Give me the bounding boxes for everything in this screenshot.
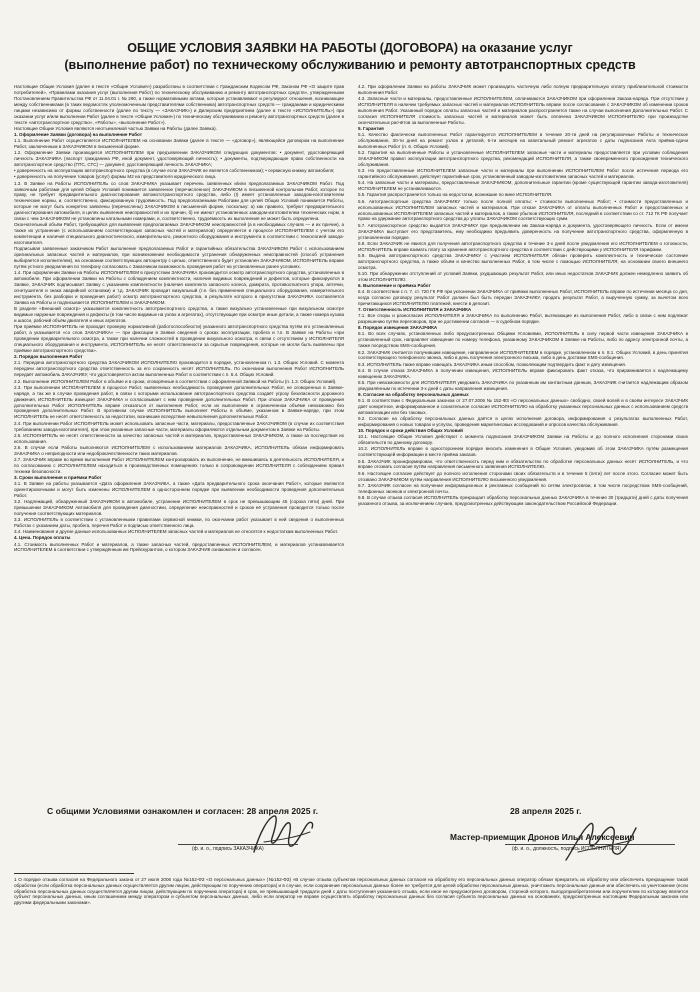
paragraph: 8.5. При невозможности для ИСПОЛНИТЕЛЯ уведомить ЗАКАЗЧИКА по указанным им контактным данным, ЗАКАЗЧИК считается надлежащим образом уведомлённым по истечении 3-х дней с даты направления извещения. (358, 379, 688, 391)
paragraph: 10.1. Настоящие Общие Условия действуют с момента подписания ЗАКАЗЧИКОМ Заявки на Работы и до полного исполнения сторонами своих обязательств по данному договору. (358, 434, 688, 446)
paragraph: 5.7. Автотранспортное средство выдаётся ЗАКАЗЧИКУ при предъявлении им Заказа-наряда и документа, удостоверяющего личность. Если от имени ЗАКАЗЧИКА выступает его представитель, ему необходимо предъявить доверенность на получение автотранспортного средства, оформленную в установленном порядке. (358, 222, 688, 240)
paragraph: 5.6. Автотранспортные средства ЗАКАЗЧИКУ только после полной оплаты: • стоимости выполненных Работ; • стоимости предоставленных и использованных ИСПОЛНИТЕЛЕМ запасных частей и материалов. При отказе ЗАКАЗЧИКА от оплаты выполненных Работ и предоставленных и использованных ИСПОЛНИТЕЛЕМ запасных частей и материалов, а также убытков ИСПОЛНИТЕЛЯ, последний в соответствии со ст. 712 ГК РФ получает право на удержание автотранспортного средства до уплаты ЗАКАЗЧИКОМ соответствующих сумм. (358, 198, 688, 222)
section-heading: 1. Оформление Заявки (договора) на выполнение Работ (14, 132, 142, 137)
paragraph: 8.3. ИСПОЛНИТЕЛЬ также вправе извещать ЗАКАЗЧИКА иным способом, позволяющим подтвердить факт и дату извещения. (358, 361, 627, 367)
paragraph: 2.4. При выполнении Работ ИСПОЛНИТЕЛЬ может использовать запасные части, материалы, предоставленные ЗАКАЗЧИКОМ (в случае их соответствия требованиям завода-изготовителя), при этом указанные запасные части, материалы оформляются отдельным документом в Заявке на Работы. (14, 420, 344, 432)
paragraph: 5.4. На запасные части и материалы, предоставленные ЗАКАЗЧИКОМ, дополнительные гарантии (кроме существующей гарантии завода-изготовителя) ИСПОЛНИТЕЛЕМ не устанавливаются. (358, 180, 688, 192)
paragraph: 1.1. Выполнение Работ осуществляется ИСПОЛНИТЕЛЕМ на основании Заявки (далее в тексте — «договор»), являющейся договором на выполнение Работ, заключенным в ЗАКАЗЧИКОМ в письменной форме. (14, 138, 344, 150)
paragraph: 3.3. ИСПОЛНИТЕЛЬ в соответствии с установленными правилами сервисной книжки, по окончании работ указывает в ней сведения о выполненных Работах с указанием даты, пробега, перечня Работ и подписью ответственного лица. (14, 517, 344, 529)
footnote-divider (14, 873, 134, 874)
section-heading: 2. Порядок выполнения Работ (14, 354, 83, 360)
section-heading: 5. Гарантия (358, 126, 384, 132)
section-heading: 10. Порядок и сроки действия Общих Условий (358, 428, 463, 434)
customer-signature-caption: (ф. и. о., подпись ЗАКАЗЧИКА) (192, 846, 264, 852)
paragraph: 5.1. Качество фактически выполненных Работ гарантируется ИСПОЛНИТЕЛЕМ в течение 20-ти дней на регулировочные Работы и техническое обслуживание, 30-ти дней на ремонт узлов и деталей, 6-ти месяцев на капитальный ремонт агрегатов с даты подписания Акта приёма-сдачи выполненных Работ (п. 6. Общих Условий). (358, 132, 688, 150)
paragraph: 5.2. Гарантия на выполненные Работы и установленные ИСПОЛНИТЕЛЕМ запасные части и материалы предоставляется при условии соблюдения ЗАКАЗЧИКОМ правил эксплуатации автотранспортного средства, рекомендаций ИСПОЛНИТЕЛЯ, а также своевременного прохождения технического обслуживания. (358, 150, 688, 168)
section-heading: 7. Ответственность ИСПОЛНИТЕЛЯ и ЗАКАЗЧИКА (358, 307, 472, 313)
paragraph: 5.3. На предоставленные ИСПОЛНИТЕЛЕМ запасные части и материалы при выполнении ИСПОЛНИТЕЛЕМ Работ после истечения периода его гарантийного обслуживания, действует гарантийные срок, установленный заводом-изготовителем запасных частей и материалов. (358, 168, 688, 180)
title-line-2: (выполнение работ) по техническому обслуживанию и ремонту автотранспортных средств (64, 58, 636, 72)
paragraph: 3.1. В Заявке на работы указывается «Дата оформления ЗАКАЗЧИКА, а также «Дата предварительного срока окончания Работ», которые являются ориентировочными и могут быть изменены ИСПОЛНИТЕЛЕМ в одностороннем порядке при выявлении необходимости проведения дополнительных Работ. (14, 481, 344, 498)
paragraph: Настоящие Общие Условия (далее в тексте «Общие Условия») разработаны в соответствии с Гражданским Кодексом РФ, Законом РФ «О защите прав потребителей», «Правилами оказания услуг (выполнения Работ) по техническому обслуживанию и ремонту автотранспортных средств», утвержденными Постановлением Правительства РФ от 11.04.01 г. № 290, а также нормативными актами, которые устанавливают и регулируют отношения, возникающие между собственниками (в таких ведомостях уполномоченным представителями собственника) автотранспортных средств — гражданами и юридическими лицами независимо от формы собственности (далее по тексту — «ЗАКАЗЧИК») и Дилерским предприятием (далее в тексте «ИСПОЛНИТЕЛЬ») при оказании услуг и/или выполнении Работ (далее в тексте «Общие Условия») по техническому обслуживанию и ремонту автотранспортных средств (далее в тексте «автотранспортное средство», «Работы», «выполнение Работ»). (14, 84, 344, 125)
section-heading: 4. Цена. Порядок оплаты (14, 535, 71, 541)
paragraph: 9.1. В соответствии с Федеральным законом от 27.07.2006 № 152-ФЗ «О персональных данных» свободно, своей волей и в своём интересе ЗАКАЗЧИК даёт конкретное, информированное и сознательное согласие ИСПОЛНИТЕЛЮ на обработку указанных персональных данных с использованием средств автоматизации или без таковых. (358, 398, 688, 415)
left-text-column (14, 84, 344, 784)
paragraph: 8.2. ЗАКАЗЧИК считается получившим извещение, направленное ИСПОЛНИТЕЛЕМ в порядке, установленном в п. 8.1. Общих Условий, в день принятия соответствующего телефонного звонка, либо в день получения электронного письма, либо в день доставки SMS-сообщения. (358, 349, 688, 361)
paragraph: 4.3. Запасные части и материалы, предоставленные ИСПОЛНИТЕЛЕМ, оплачиваются ЗАКАЗЧИКОМ при оформлении Заказа-наряда. При отсутствии у ИСПОЛНИТЕЛЯ в наличии требуемых запасных частей и материалов ИСПОЛНИТЕЛЬ вправе после согласования с ЗАКАЗЧИКОМ об изменении сроков выполнения Работ. Указанный порядок оплаты запасных частей и материалов распространяется также на случаи выполнения Дополнительных Работ. С согласия ИСПОЛНИТЕЛЯ стоимость запасных частей и материалов может быть оплачена ЗАКАЗЧИКОМ ИСПОЛНИТЕЛЮ при производстве окончательных расчётов за выполненные Работы. (358, 96, 688, 125)
paragraph: 7.1. Все споры и разногласия ИСПОЛНИТЕЛЯ и ЗАКАЗЧИКА по выполнению Работ, вытекающие из выполнения Работ, либо в связи с ним подлежат разрешению путём переговоров, при не достижении согласия — в судебном порядке. (358, 313, 688, 325)
section-heading: 3. Сроки выполнения и приёмки Работ (14, 474, 102, 480)
paragraph: 1.2. Оформление Заявки производится ИСПОЛНИТЕЛЕМ при предъявлении ЗАКАЗЧИКОМ следующих документов: • документ, удостоверяющий личность ЗАКАЗЧИКА (паспорт гражданина РФ, иной документ, удостоверяющий личность); • документы, подтверждающие право собственности на автотранспортное средство (ПТС, СТС) — документ, удостоверяющий личность ЗАКАЗЧИКА; (14, 150, 344, 168)
paragraph: 3.2. Надлежащий, обнаруженный ЗАКАЗЧИКОМ в автомобиле, устранение ИСПОЛНИТЕЛЕМ в срок не превышающим 45 (сорока пяти) дней. При превышении ЗАКАЗЧИКОМ Автомобиля для проведения диагностики, определение неисправностей и сроков её устранения проводится только после получения соответствующих материалов. (14, 499, 344, 516)
agreement-statement: С общими Условиями ознакомлен и согласен: 28 апреля 2025 г. (47, 806, 318, 816)
paragraph: 4.2. При оформлении Заявки на работы ЗАКАЗЧИК может производить частичную либо полную предварительную оплату приблизительной стоимости выполнения Работ. (358, 84, 688, 95)
paragraph: 2.2. Выполнение ИСПОЛНИТЕЛЕМ Работ в объёме и в сроки, оговорённые в соответствии с оформленной Заявкой на Работы (п. 1.3. Общих Условий). (14, 378, 337, 384)
paragraph: 9.7. ЗАКАЗЧИК согласен на получение информационных и рекламных сообщений по сетям электросвязи, в том числе посредством SMS-сообщений, телефонных звонков и электронной почты. (358, 482, 688, 494)
paragraph: 5.5. Гарантия распространяется только на недостатки, возникшие по вине ИСПОЛНИТЕЛЯ. (358, 192, 553, 198)
executor-date: 28 апреля 2025 г. (510, 806, 582, 816)
paragraph: 8.1. Во всех случаях, установленных либо предусмотренных Общими Условиями, ИСПОЛНИТЕЛЬ в силу первой части извещения ЗАКАЗЧИКА в установленный срок, направляет извещение по номеру телефона, указанному ЗАКАЗЧИКОМ в Заявке на Работы, либо по адресу электронной почты, а также посредством SMS-сообщения. (358, 331, 688, 349)
paragraph: 4.1. Стоимость выполненных Работ и материалов, а также запасных частей, предоставленных ИСПОЛНИТЕЛЕМ, и материалов устанавливается ИСПОЛНИТЕЛЕМ в соответствии с утверждённым им Прейскурантом, о котором ЗАКАЗЧИК ознакомлен и согласен. (14, 541, 344, 553)
paragraph: Подписывая заявленные заказчиком Работ выполнение предполагаемых Работ и гарантийных обязательства ЗАКАЗЧИКОМ Работ с использованием оригинальных запасных частей и материалов, при возникновении необходимости устранения обнаруженных неисправностей (способ устранения выбирается исполнителем), на основании соответствующих автоцентру с целью, ответственного будет установлен ЗАКАЗЧИКОМ, ИСПОЛНИТЕЛЬ вправе путём устного уведомления по телефону согласовать с Заказчиком возможность проведения работ на установленных ранее условиях. (14, 246, 344, 270)
paragraph: 5.10. При обнаружении отступлений от условий Заявки, ухудшающих результат Работ, или иных недостатков ЗАКАЗЧИК должен немедленно заявить об этом ИСПОЛНИТЕЛЮ. (358, 270, 688, 282)
paragraph: 5.9. Выдача автотранспортного средства ЗАКАЗЧИКУ с участием ИСПОЛНИТЕЛЯ обязан проверить комплектность и техническое состояние автотранспортного средства, а также объём и качество выполненных Работ, в том числе с помощью ИСПОЛНИТЕЛЯ, на основании своего внешнего осмотра. (358, 252, 688, 270)
paragraph: 1.3. В Заявке на Работы ИСПОЛНИТЕЛЬ со слов ЗАКАЗЧИКА указывает перечень заявленных и/или предполагаемых ЗАКАЗЧИКОМ Работ. Под заявочным работами для целей Общих Условий понимается заявленное (перечисленное) ЗАКАЗЧИКОМ в письменной контрольном Работ, которое по праву, не требует предварительного диагностирования автомототранспортного средства, либо (I) имеет установленные заводом-изготовителем технические нормы, и, соответственно, фиксированную трудоёмкость. Под предполагаемыми Работами для целей Общих Условий понимается Работы, которые не могут быть конкретно заявлены (перечислены) ЗАКАЗЧИКОМ в письменной форме, поскольку: а) как правило, требуют предварительного диагностирования автомобиля, в целях выявления неисправностей и их причин, б) не имеют установленных заводом-изготовителем технических норм, в связи с чем ЗАКАЗЧИКОМ не установлены катальными номерами, и, соответственно, трудоёмкость их выполнения не может быть определена. (14, 180, 344, 222)
section-heading: 6. Выполнение и приёмка Работ (358, 282, 431, 288)
title-line-1: ОБЩИЕ УСЛОВИЯ ЗАЯВКИ НА РАБОТЫ (ДОГОВОРА) на оказание услуг (127, 41, 573, 55)
paragraph: 9.2. Согласие на обработку персональных данных даётся в целях исполнения договора, информирования о результатах выполненных Работ, информирования о новых товарах и услугах, проведения маркетинговых исследований и опросов качества обслуживания. (358, 416, 688, 428)
paragraph: 8.4. В случае отказа ЗАКАЗЧИКА в получении извещения, ИСПОЛНИТЕЛЬ вправе фиксировать факт отказа, что приравнивается к надлежащему извещению ЗАКАЗЧИКА. (358, 367, 688, 379)
section-heading: 9. Согласие на обработку персональных данных (358, 391, 469, 397)
paragraph: 9.6. Настоящее согласие действует до полного исполнения сторонами своих обязательств и в течение 5 (пяти) лет после этого. Согласие может быть отозвано ЗАКАЗЧИКОМ путём направления ИСПОЛНИТЕЛЮ письменного уведомления. (358, 470, 688, 482)
right-text-column (358, 84, 688, 784)
paragraph: 6.4. В соответствии с п. 7. ст. 720 ГК РФ при уклонении ЗАКАЗЧИКА от приёмки выполненных Работ, ИСПОЛНИТЕЛЬ вправе по истечении месяца со дня, когда согласно договору результат Работ должен был быть передан ЗАКАЗЧИКУ, продать результат Работ, а вырученную сумму, за вычетом всех причитающихся ИСПОЛНИТЕЛЮ платежей, внести в депозит. (358, 289, 688, 306)
paragraph: 5.8. Если ЗАКАЗЧИК не явился для получения автотранспортного средства в течение 3-х дней после уведомления его ИСПОЛНИТЕЛЕМ о готовности, ИСПОЛНИТЕЛЬ вправе взимать плату за хранение автотранспортного средства в соответствии с действующими у ИСПОЛНИТЕЛЯ тарифами. (358, 240, 688, 252)
paragraph: При приёмке ИСПОЛНИТЕЛЬ не проводит проверку нормативной (работоспособности) указанного автотранспортного средства путём его установленных работ, а указывается «со слов ЗАКАЗЧИКА» — при фиксации в Заявке сведения о сроках эксплуатации, пробега и т.п. В Заявке на Работы «при проведении предварительного осмотра, а также при наличии сложностей в проведении визуального осмотра, в связи с отсутствием у ИСПОЛНИТЕЛЯ специального оборудования и инструмента, ИСПОЛНИТЕЛЬ не несёт ответственности за скрытые повреждения, которые не могли быть выявлены при приёмке автотранспортного средства». (14, 324, 344, 354)
page-title (40, 40, 660, 74)
section-heading: 8. Порядок извещения ЗАКАЗЧИКА (358, 325, 438, 331)
paragraph: 3.4. Наименования и другие данные использованных ИСПОЛНИТЕЛЕМ запасных частей и материалов не относятся к недостаткам выполненных Работ. (14, 529, 339, 535)
body-columns (14, 84, 688, 784)
paragraph: 1.4. При оформлении Заявки на Работы ИСПОЛНИТЕЛЕМ в присутствии ЗАКАЗЧИКА производится осмотр автотранспортного средства, установленных в автомобиле. При оформлении Заявки на Работы с соблюдением комплектности, наличия видимых повреждений и дефектов, которые фиксируются в Заявке, ЗАКАЗЧИК подписывает Заявку с указанием комплектности (наличия комплекта запасного колеса, домкрата, противооткатного упора, аптечки, огнетушителя и знака аварийной остановки) и т.д. ЗАКАЗЧИК проводит визуальный (т.е. без применения специального оборудования, измерительного инструмента, без разборки и проведения работ) осмотр автотранспортного средства, в результате которого в присутствии ЗАКАЗЧИКА составляется Заявка на Работы и подписывается ИСПОЛНИТЕЛЕМ и ЗАКАЗЧИКОМ. (14, 270, 344, 306)
paragraph: 2.5. ИСПОЛНИТЕЛЬ не несёт ответственности за качество запасных частей и материалов, предоставленных ЗАКАЗЧИКОМ, а также за последствия их использования. (14, 432, 344, 444)
paragraph: 2.7. ЗАКАЗЧИК вправе во время выполнения Работ ИСПОЛНИТЕЛЕМ контролировать их выполнение, не вмешиваясь в деятельность ИСПОЛНИТЕЛЯ, и по согласованию с ИСПОЛНИТЕЛЕМ находиться в производственных помещениях только в сопровождении ИСПОЛНИТЕЛЯ с соблюдением правил техники безопасности. (14, 456, 344, 474)
paragraph: 2.3. При выполнении ИСПОЛНИТЕЛЕМ в процессе Работ, выявленных необходимость проведения дополнительных Работ, не оговоренных в Заявке-наряде, а так же в случае проведения работ, в связи с которыми использование автотранспортного средства создаёт угрозу безопасности дорожного движения, ИСПОЛНИТЕЛЬ извещает ЗАКАЗЧИКА и согласовывает с ним проведение дополнительных Работ. При отказе ЗАКАЗЧИКА от проведения дополнительных Работ ИСПОЛНИТЕЛЬ вправе отказаться от выполнения Работ, если их выполнение в ограниченном объёме невозможно без проведения дополнительных Работ. В противном случае ИСПОЛНИТЕЛЬ выполняет Работы в объёме, указанном в Заявке-наряде, при этом ИСПОЛНИТЕЛЬ не несёт ответственность за недостатки, возникшие вследствие невыполнения дополнительных Работ. (14, 384, 344, 420)
paragraph: 9.8. В случае отзыва согласия ИСПОЛНИТЕЛЬ прекращает обработку персональных данных ЗАКАЗЧИКА в течение 30 (тридцати) дней с даты получения указанного отзыва, за исключением случаев, предусмотренных действующим законодательством Российской Федерации. (358, 494, 688, 506)
paragraph: 2.1. Передача автотранспортного средства ЗАКАЗЧИКОМ ИСПОЛНИТЕЛЮ производится в порядке, установленном п. 1.3. Общих Условий. С момента передачи автотранспортного средства ответственность за его сохранность несёт ИСПОЛНИТЕЛЬ. По окончании выполнения Работ ИСПОЛНИТЕЛЬ передаёт автомобиль ЗАКАЗЧИКУ, что удостоверяется актом выполненных Работ в соответствии с п. 6.4. Общих Условий. (14, 360, 344, 378)
paragraph: • доверенность на эксплуатацию автотранспортного средства (в случае если ЗАКАЗЧИК не является собственником); • сервисную книжку автомобиля; (14, 168, 335, 174)
executor-signature (560, 818, 640, 864)
executor-signature-line (505, 844, 675, 845)
customer-signature-line (178, 844, 298, 845)
paragraph: 2.6. В случае если Работы выполняются ИСПОЛНИТЕЛЕМ с использованием материалов ЗАКАЗЧИКА, ИСПОЛНИТЕЛЬ обязан информировать ЗАКАЗЧИКА о непригодности или недоброкачественности таких материалов. (14, 444, 344, 456)
paragraph: Настоящие Общие Условия являются неотъемлемой частью Заявки на Работы (далее Заявка). (14, 125, 217, 131)
paragraph: В разделе «Внешний осмотр» указывается комплектность автотранспортного средства, а также визуально установленные при визуальном осмотре видимые наружные повреждения и дефекты (в том числе видимые на узлах и агрегатах), отсутствующие при осмотре иные детали, а также номера кузова и шасси, рабочий объём двигателя и иных агрегатов. (14, 306, 344, 324)
paragraph: 10.2. ИСПОЛНИТЕЛЬ вправе в одностороннем порядке вносить изменения в Общие Условия, уведомив об этом ЗАКАЗЧИКА путём размещения соответствующей информации в месте приёма заказов. (358, 446, 688, 458)
master-receiver-name: Мастер-приемщик Дронов Илья Алексеевич (450, 832, 635, 842)
footnote: 1 О порядке отзыва согласия на Федерального закона от 27 июля 2006 года №152-ФЗ «О персональных данных» (№152-ФЗ) «В случае отзыва субъектом персональных данных согласия на обработку его персональных данных оператор обязан прекратить их обработку или обеспечить прекращение такой обработки (если обработка персональных данных осуществляется другим лицом, действующим по поручению оператора) и в случае, если сохранение персональных данных более не требуется для целей обработки персональных данных, уничтожить персональные данные или обеспечить их уничтожение (если обработка персональных данных осуществляется другим лицом, действующим по поручению оператора) в срок, не превышающий тридцати дней с даты поступления указанного отзыва, если иное не предусмотрено договором, стороной которого, выгодоприобретателем или поручителем по которому является субъект персональных данных, иным соглашением между оператором и субъектом персональных данных, либо если оператор не вправе осуществлять обработку персональных данных без согласия субъекта персональных данных на основаниях, предусмотренных настоящим Федеральным законом или другими федеральными законами». (14, 877, 688, 906)
paragraph: • доверенность на получение товаров (услуг) формы М2 на представителя юридического лица. (14, 174, 217, 180)
paragraph: 9.5. ЗАКАЗЧИК проинформирован, что ответственность перед ним и обязательство по обработке персональных данных несёт ИСПОЛНИТЕЛЬ, и что вправе отозвать согласие путём направления письменного заявления ИСПОЛНИТЕЛЮ. (358, 458, 688, 470)
paragraph: Окончательный объём Работ, требующийся для выявления предполагаемых ЗАКАЗЧИКОМ неисправностей (а в необходимых случаях — и их причин), а также их устранение (с использованием соответствующих запасных частей и материалов) определяется в процессе ИСПОЛНИТЕЛЕМ с учетом его компетенции и наличия специального диагностического, измерительного, ремонтного оборудования и инструмента в соответствии с технологией завода-изготовителя. (14, 222, 344, 246)
executor-signature-caption: (ф. и. о., должность, подпись ИСПОЛНИТЕЛЯ) (512, 846, 621, 852)
